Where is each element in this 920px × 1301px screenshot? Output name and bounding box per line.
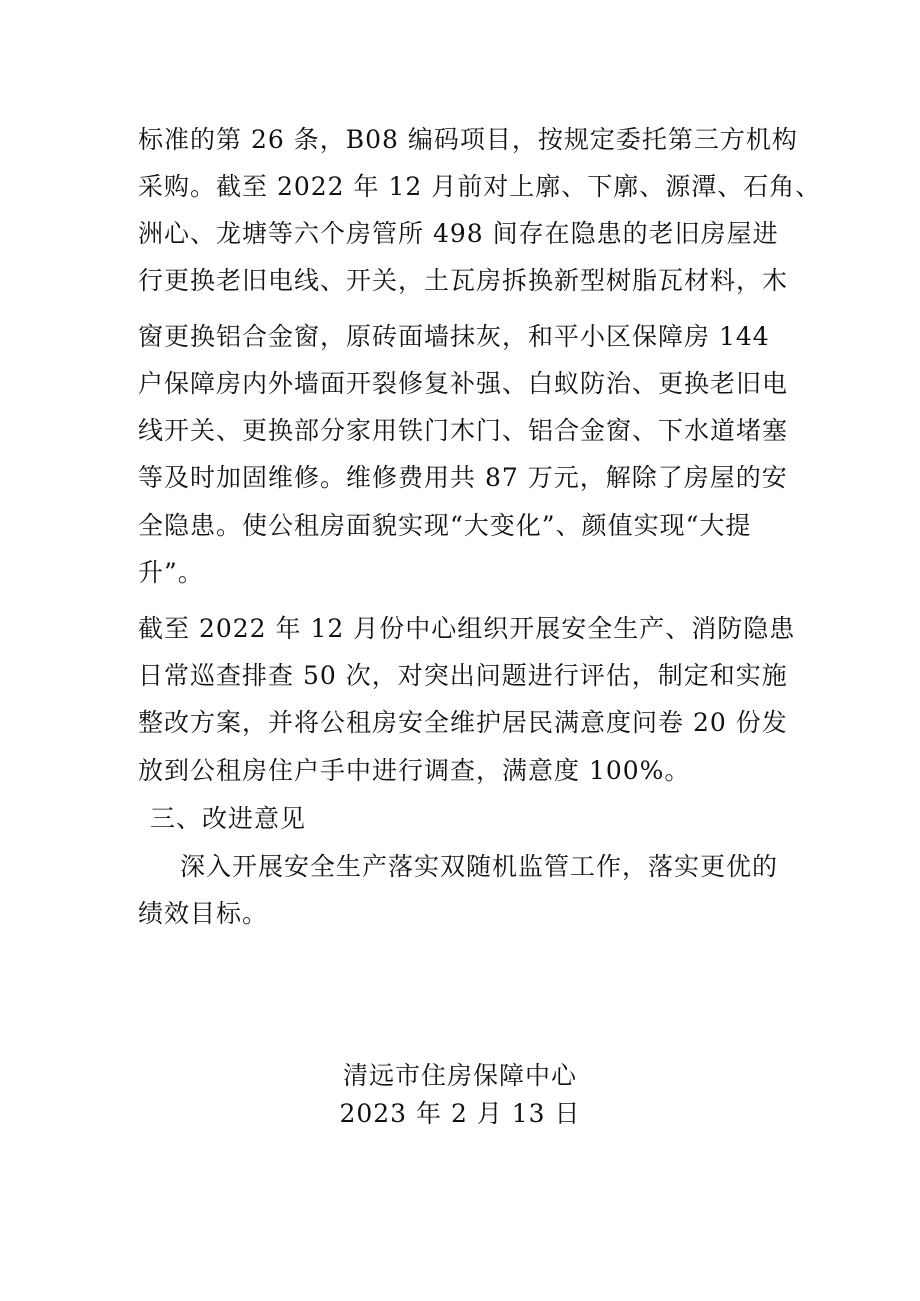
paragraph-2-line-1: 截至 2022 年 12 月份中心组织开展安全生产、消防隐患 (138, 614, 796, 643)
signature-organization: 清远市住房保障中心 (342, 1061, 577, 1090)
paragraph-1-line-8: 等及时加固维修。维修费用共 87 万元，解除了房屋的安 (138, 463, 788, 492)
paragraph-1-line-3: 洲心、龙塘等六个房管所 498 间存在隐患的老旧房屋进 (138, 219, 779, 248)
paragraph-1-line-1: 标准的第 26 条，B08 编码项目，按规定委托第三方机构 (138, 125, 798, 154)
paragraph-1-line-9: 全隐患。使公租房面貌实现“大变化”、颜值实现“大提 (138, 511, 752, 540)
section-heading: 三、改进意见 (150, 804, 307, 833)
paragraph-3-line-2: 绩效目标。 (138, 899, 269, 928)
paragraph-1-line-7: 线开关、更换部分家用铁门木门、铝合金窗、下水道堵塞 (138, 416, 789, 445)
paragraph-2-line-4: 放到公租房住户手中进行调查，满意度 100%。 (138, 756, 691, 785)
paragraph-1-line-5: 窗更换铝合金窗，原砖面墙抹灰，和平小区保障房 144 (138, 322, 770, 351)
paragraph-3-line-1: 深入开展安全生产落实双随机监管工作，落实更优的 (180, 852, 779, 881)
paragraph-1-line-2: 采购。截至 2022 年 12 月前对上廓、下廓、源潭、石角、 (138, 172, 822, 201)
paragraph-1-line-10: 升”。 (138, 558, 204, 587)
signature-date: 2023 年 2 月 13 日 (339, 1099, 581, 1128)
paragraph-2-line-3: 整改方案，并将公租房安全维护居民满意度问卷 20 份发 (138, 708, 788, 737)
paragraph-1-line-6: 户保障房内外墙面开裂修复补强、白蚁防治、更换老旧电 (138, 369, 789, 398)
paragraph-2-line-2: 日常巡查排查 50 次，对突出问题进行评估，制定和实施 (138, 661, 788, 690)
paragraph-1-line-4: 行更换老旧电线、开关，土瓦房拆换新型树脂瓦材料，木 (138, 266, 789, 295)
